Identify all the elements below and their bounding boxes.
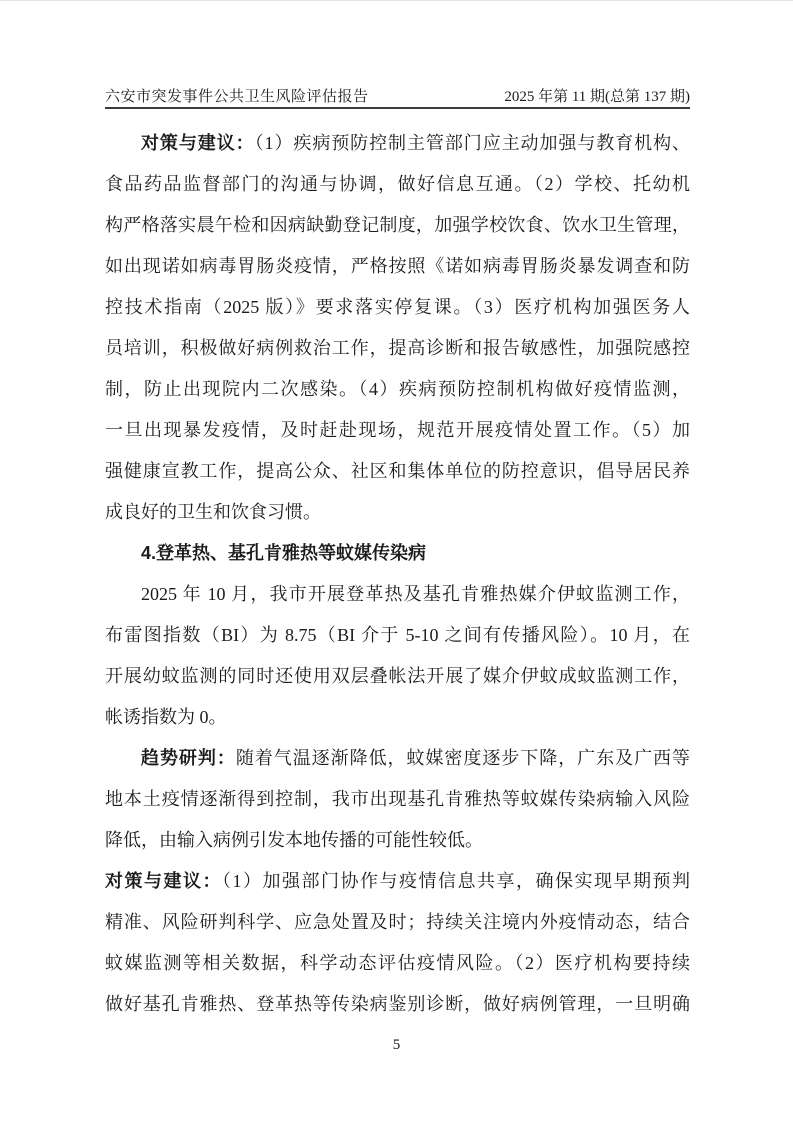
document-body <box>105 123 690 1025</box>
text-line: 构严格落实晨午检和因病缺勤登记制度，加强学校饮食、饮水卫生管理， <box>105 215 690 235</box>
header-rule <box>105 107 690 109</box>
paragraph-countermeasures-dengue <box>105 861 690 1025</box>
page-footer <box>0 1037 793 1054</box>
text-line: 蚊媒监测等相关数据，科学动态评估疫情风险。（2）医疗机构要持续 <box>105 953 690 973</box>
text-line: 精准、风险研判科学、应急处置及时；持续关注境内外疫情动态，结合 <box>105 912 690 932</box>
text-line: 布雷图指数（BI）为 8.75（BI 介于 5-10 之间有传播风险）。10 月，在 <box>105 625 690 645</box>
text-line <box>105 738 690 779</box>
paragraph-trend-analysis <box>105 738 690 861</box>
line-text: 随着气温逐渐降低，蚊媒密度逐步下降，广东及广西等 <box>235 748 691 768</box>
paragraph-countermeasures-norovirus <box>105 123 690 533</box>
report-title: 六安市突发事件公共卫生风险评估报告 <box>105 89 369 105</box>
text-line: 降低，由输入病例引发本地传播的可能性较低。 <box>105 830 483 850</box>
bold-lead: 趋势研判： <box>141 748 236 768</box>
text-line: 一旦出现暴发疫情，及时赶赴现场，规范开展疫情处置工作。（5）加 <box>105 420 690 440</box>
text-line <box>105 123 690 164</box>
text-line: 做好基孔肯雅热、登革热等传染病鉴别诊断，做好病例管理，一旦明确 <box>105 994 690 1014</box>
text-line: 开展幼蚊监测的同时还使用双层叠帐法开展了媒介伊蚊成蚊监测工作， <box>105 666 690 686</box>
section-heading-dengue: 4.登革热、基孔肯雅热等蚊媒传染病 <box>141 543 427 563</box>
line-text: （1）疾病预防控制主管部门应主动加强与教育机构、 <box>254 133 691 153</box>
text-line: 制，防止出现院内二次感染。（4）疾病预防控制机构做好疫情监测， <box>105 379 690 399</box>
line-text: （1）加强部门协作与疫情信息共享，确保实现早期预判 <box>222 871 690 891</box>
text-line: 如出现诺如病毒胃肠炎疫情，严格按照《诺如病毒胃肠炎暴发调查和防 <box>105 256 690 276</box>
bold-lead: 对策与建议： <box>105 871 222 891</box>
text-line: 食品药品监督部门的沟通与协调，做好信息互通。（2）学校、托幼机 <box>105 174 690 194</box>
text-line: 成良好的卫生和饮食习惯。 <box>105 502 321 522</box>
paragraph-mosquito-monitoring <box>105 574 690 738</box>
text-line: 2025 年 10 月，我市开展登革热及基孔肯雅热媒介伊蚊监测工作， <box>141 584 690 604</box>
text-line: 员培训，积极做好病例救治工作，提高诊断和报告敏感性，加强院感控 <box>105 338 690 358</box>
text-line: 强健康宣教工作，提高公众、社区和集体单位的防控意识，倡导居民养 <box>105 461 690 481</box>
text-line: 帐诱指数为 0。 <box>105 707 227 727</box>
issue-number: 2025 年第 11 期(总第 137 期) <box>504 89 690 105</box>
text-line: 控技术指南（2025 版）》要求落实停复课。（3）医疗机构加强医务人 <box>105 297 690 317</box>
bold-lead: 对策与建议： <box>141 133 255 153</box>
text-line: 地本土疫情逐渐得到控制，我市出现基孔肯雅热等蚊媒传染病输入风险 <box>105 789 690 809</box>
text-line <box>105 861 690 902</box>
page-number: 5 <box>392 1037 401 1053</box>
